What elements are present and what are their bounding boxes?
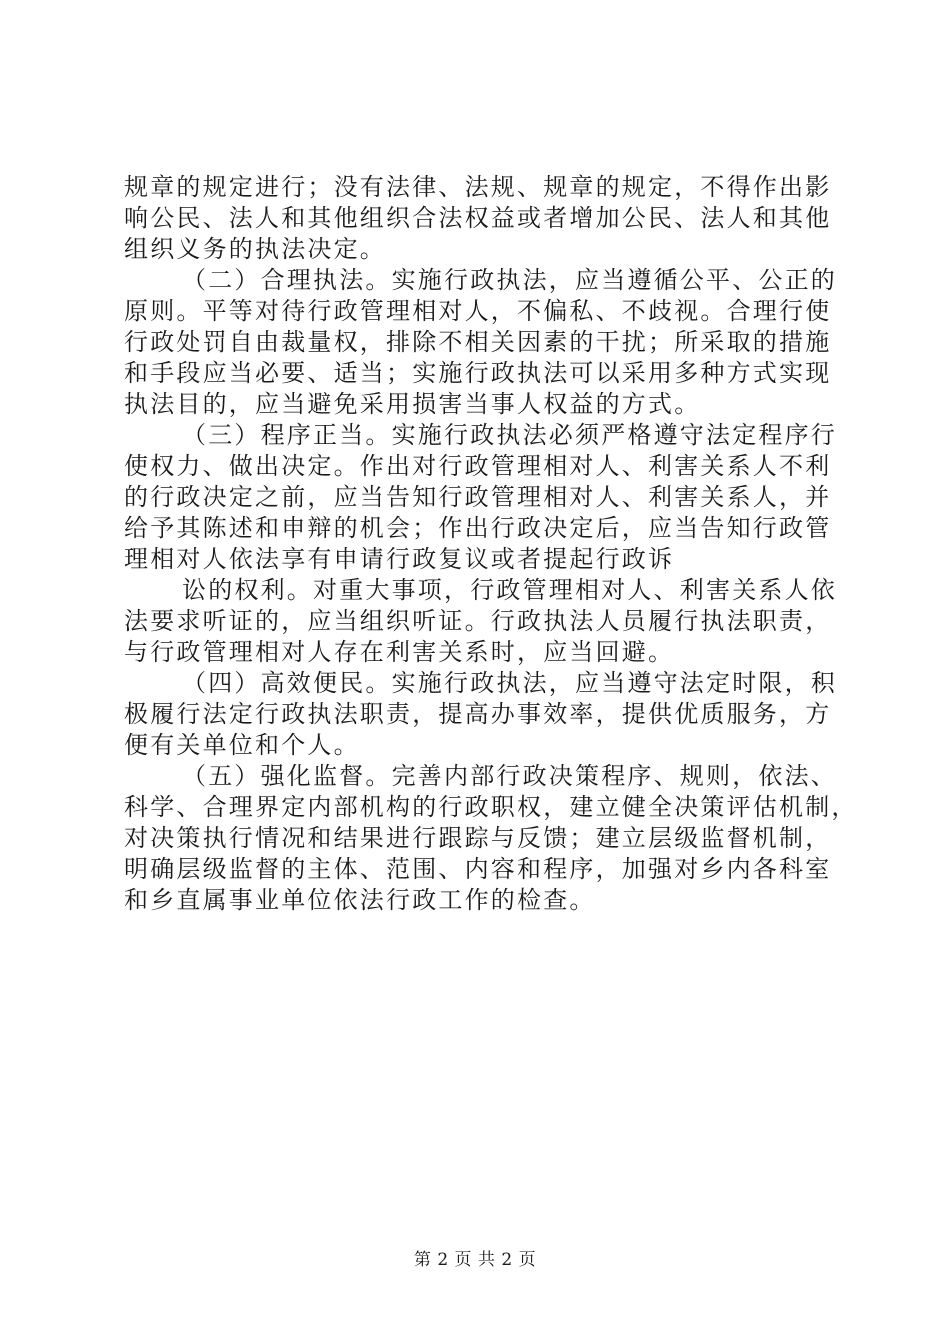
text-line: （四）高效便民。实施行政执法，应当遵守法定时限，积	[182, 669, 837, 697]
text-line: 给予其陈述和申辩的机会；作出行政决定后，应当告知行政管	[124, 514, 832, 542]
document-body	[124, 172, 858, 916]
text-line: 法要求听证的，应当组织听证。行政执法人员履行执法职责，	[124, 607, 832, 635]
text-line: 明确层级监督的主体、范围、内容和程序，加强对乡内各科室	[124, 855, 832, 883]
text-line: （三）程序正当。实施行政执法必须严格遵守法定程序行	[182, 421, 837, 449]
text-line: 响公民、法人和其他组织合法权益或者增加公民、法人和其他	[124, 204, 832, 232]
text-line: 对决策执行情况和结果进行跟踪与反馈；建立层级监督机制，	[124, 824, 832, 852]
text-line: 组织义务的执法决定。	[124, 235, 386, 263]
text-line: 和手段应当必要、适当；实施行政执法可以采用多种方式实现	[124, 359, 832, 387]
text-line: 科学、合理界定内部机构的行政职权，建立健全决策评估机制，	[124, 793, 858, 821]
text-line: 和乡直属事业单位依法行政工作的检查。	[124, 886, 596, 914]
text-line: （五）强化监督。完善内部行政决策程序、规则，依法、	[182, 762, 837, 790]
text-line: 规章的规定进行；没有法律、法规、规章的规定，不得作出影	[124, 173, 832, 201]
text-line: 使权力、做出决定。作出对行政管理相对人、利害关系人不利	[124, 452, 832, 480]
text-line: 讼的权利。对重大事项，行政管理相对人、利害关系人依	[182, 576, 837, 604]
text-line: 与行政管理相对人存在利害关系时，应当回避。	[124, 638, 675, 666]
text-line: 理相对人依法享有申请行政复议或者提起行政诉	[124, 545, 675, 573]
text-line: 便有关单位和个人。	[124, 731, 360, 759]
text-line: 极履行法定行政执法职责，提高办事效率，提供优质服务，方	[124, 700, 832, 728]
text-line: 原则。平等对待行政管理相对人，不偏私、不歧视。合理行使	[124, 297, 832, 325]
text-line: （二）合理执法。实施行政执法，应当遵循公平、公正的	[182, 266, 837, 294]
text-line: 行政处罚自由裁量权，排除不相关因素的干扰；所采取的措施	[124, 328, 832, 356]
text-line: 的行政决定之前，应当告知行政管理相对人、利害关系人，并	[124, 483, 832, 511]
page-footer: 第 2 页 共 2 页	[413, 1250, 537, 1270]
text-line: 执法目的，应当避免采用损害当事人权益的方式。	[124, 390, 701, 418]
